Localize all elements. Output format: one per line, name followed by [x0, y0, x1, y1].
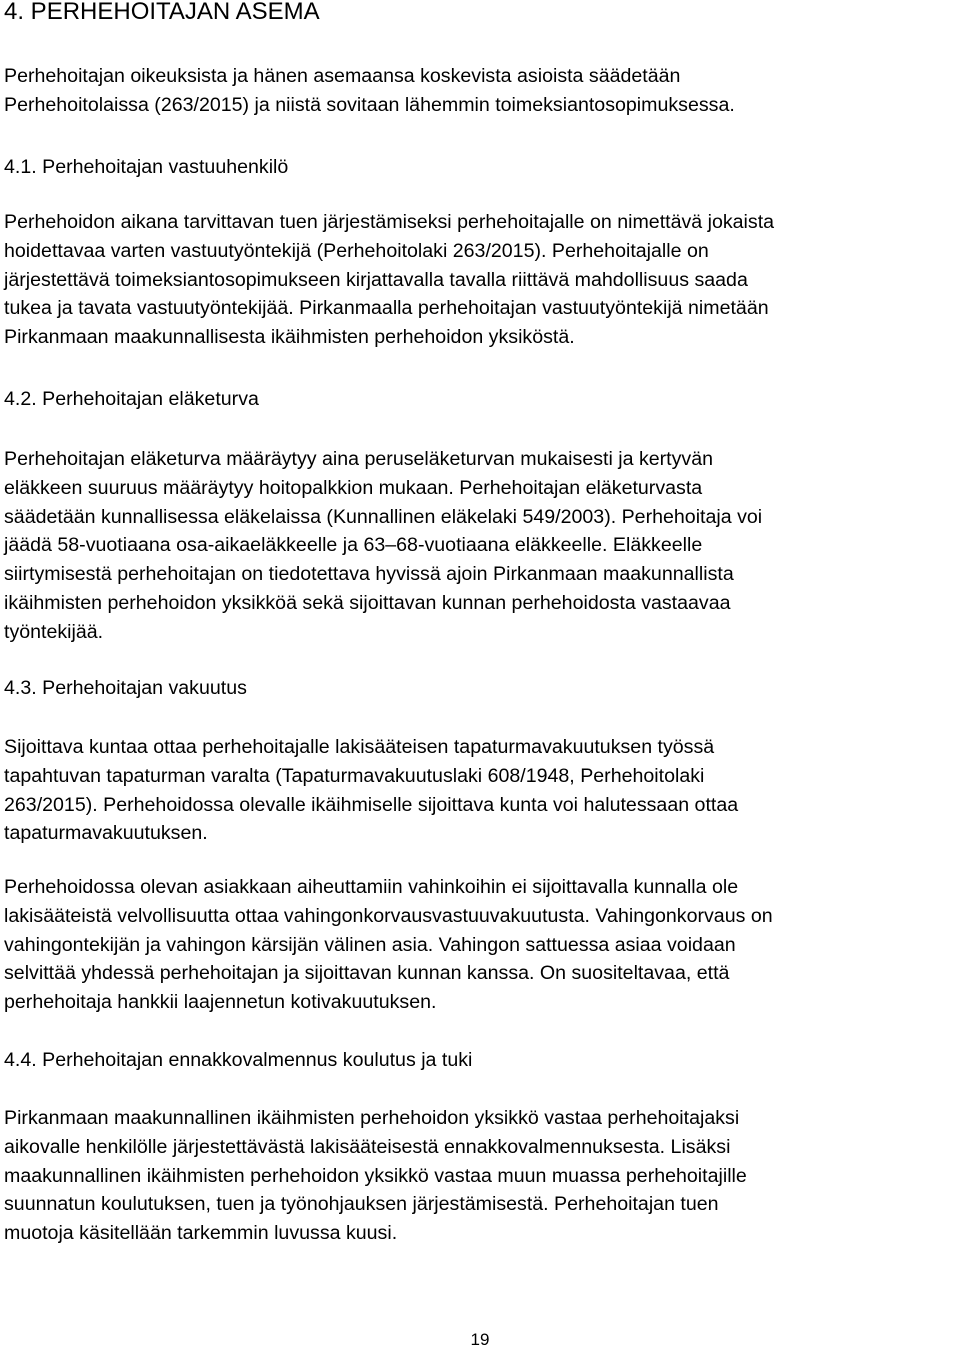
text-line: tapaturmavakuutuksen.	[4, 822, 208, 845]
text-line: Perhehoitajan oikeuksista ja hänen asemaansa koskevista asioista säädetään	[4, 65, 681, 87]
text-line: Perhehoidon aikana tarvittavan tuen järjestämiseksi perhehoitajalle on nimettävä jokaista	[4, 211, 775, 233]
text-line: maakunnallinen ikäihmisten perhehoidon yksikkö vastaa muun muassa perhehoitajille	[4, 1164, 747, 1187]
page-number: 19	[470, 1330, 490, 1349]
text-line: Perhehoitajan eläketurva määräytyy aina peruseläketurvan mukaisesti ja kertyvän	[4, 448, 714, 470]
text-line: muotoja käsitellään tarkemmin luvussa kuusi.	[4, 1222, 398, 1245]
text-line: järjestettävä toimeksiantosopimukseen kirjattavalla tavalla riittävä mahdollisuus saada	[4, 268, 748, 291]
text-line: lakisääteistä velvollisuutta ottaa vahingonkorvausvastuuvakuutusta. Vahingonkorvaus on	[4, 904, 773, 927]
text-line: aikovalle henkilölle järjestettävästä lakisääteisestä ennakkovalmennuksesta. Lisäksi	[4, 1135, 731, 1158]
section-heading: 4.2. Perhehoitajan eläketurva	[4, 388, 259, 410]
text-line: Sijoittava kuntaa ottaa perhehoitajalle lakisääteisen tapaturmavakuutuksen työssä	[4, 736, 715, 758]
text-line: työntekijää.	[4, 620, 104, 643]
section-paragraph	[4, 873, 773, 1017]
text-line: perhehoitaja hankkii laajennetun kotivakuutuksen.	[4, 991, 437, 1014]
section-paragraph	[4, 733, 738, 848]
text-line: Perhehoidossa olevan asiakkaan aiheuttamiin vahinkoihin ei sijoittavalla kunnalla ole	[4, 876, 739, 898]
text-line: säädetään kunnallisessa eläkelaissa (Kunnallinen eläkelaki 549/2003). Perhehoitaja voi	[4, 505, 763, 528]
section-heading: 4.4. Perhehoitajan ennakkovalmennus koulutus ja tuki	[4, 1049, 473, 1071]
section-heading: 4.3. Perhehoitajan vakuutus	[4, 677, 247, 699]
text-line: selvittää yhdessä perhehoitajan ja sijoittavan kunnan kanssa. On suositeltavaa, että	[4, 962, 730, 985]
section-heading: 4.1. Perhehoitajan vastuuhenkilö	[4, 156, 289, 178]
chapter-heading: 4. PERHEHOITAJAN ASEMA	[4, 0, 320, 25]
text-line: tukea ja tavata vastuutyöntekijää. Pirkanmaalla perhehoitajan vastuutyöntekijä nimetään	[4, 297, 769, 320]
text-line: suunnatun koulutuksen, tuen ja työnohjauksen järjestämisestä. Perhehoitajan tuen	[4, 1193, 719, 1216]
text-line: jäädä 58-vuotiaana osa-aikaeläkkeelle ja 63–68-vuotiaana eläkkeelle. Eläkkeelle	[4, 534, 703, 557]
text-line: Pirkanmaan maakunnallinen ikäihmisten perhehoidon yksikkö vastaa perhehoitajaksi	[4, 1107, 740, 1129]
text-line: 263/2015). Perhehoidossa olevalle ikäihmiselle sijoittava kunta voi halutessaan ottaa	[4, 793, 739, 816]
text-line: siirtymisestä perhehoitajan on tiedotettava hyvissä ajoin Pirkanmaan maakunnallista	[4, 563, 734, 586]
text-line: eläkkeen suuruus määräytyy hoitopalkkion mukaan. Perhehoitajan eläketurvasta	[4, 476, 703, 499]
section-paragraph	[4, 445, 762, 647]
text-line: vahingontekijän ja vahingon kärsijän välinen asia. Vahingon sattuessa asiaa voidaan	[4, 933, 736, 956]
text-line: Perhehoitolaissa (263/2015) ja niistä sovitaan lähemmin toimeksiantosopimuksessa.	[4, 93, 735, 116]
section-paragraph	[4, 1104, 747, 1248]
text-line: Pirkanmaan maakunnallisesta ikäihmisten perhehoidon yksiköstä.	[4, 326, 575, 349]
text-line: tapahtuvan tapaturman varalta (Tapaturmavakuutuslaki 608/1948, Perhehoitolaki	[4, 764, 705, 787]
section-paragraph	[4, 208, 774, 352]
text-line: ikäihmisten perhehoidon yksikköä sekä sijoittavan kunnan perhehoidosta vastaavaa	[4, 591, 731, 614]
intro-paragraph	[4, 62, 735, 120]
text-line: hoidettavaa varten vastuutyöntekijä (Perhehoitolaki 263/2015). Perhehoitajalle on	[4, 239, 709, 262]
